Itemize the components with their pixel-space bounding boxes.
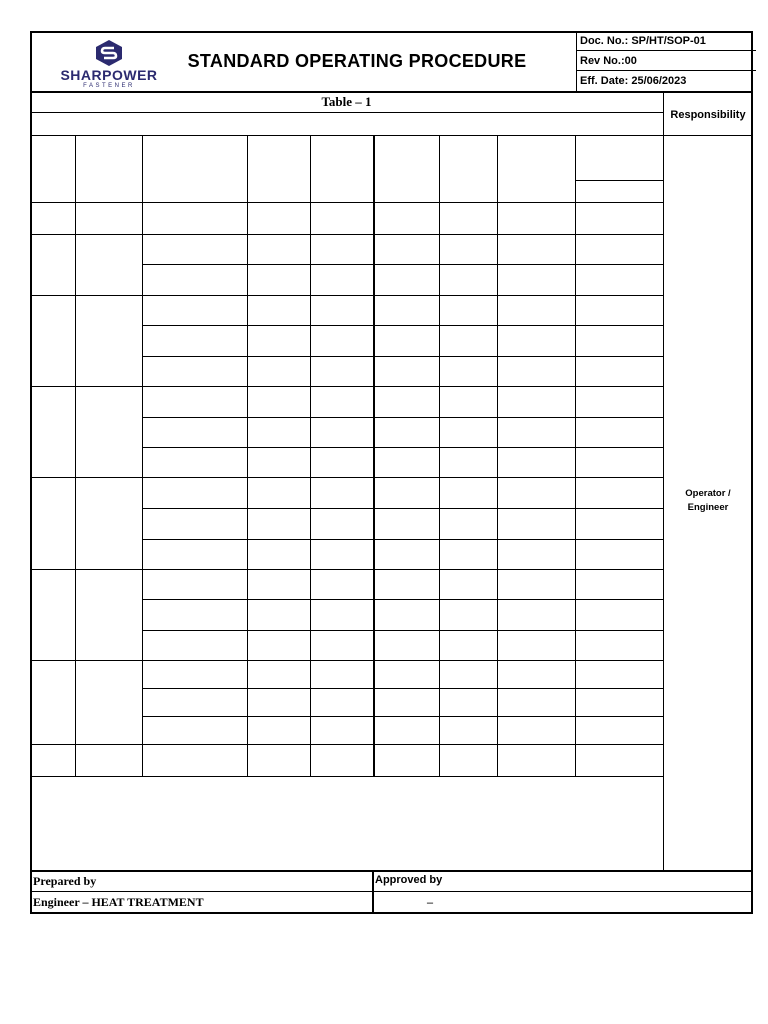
- table-row-line: [30, 776, 663, 777]
- table-row-line: [30, 569, 663, 570]
- table-row-line: [30, 295, 663, 296]
- doc-number: Doc. No.: SP/HT/SOP-01: [577, 31, 756, 51]
- logo-hexagon-icon: [94, 39, 124, 67]
- outer-bottom-border: [30, 912, 753, 914]
- outer-left-border: [30, 91, 32, 914]
- company-logo: [54, 39, 164, 91]
- document-info-box: [576, 31, 756, 93]
- prepared-by-label: Prepared by: [33, 874, 97, 888]
- document-title: STANDARD OPERATING PROCEDURE: [187, 51, 527, 71]
- table-subrow-line: [142, 716, 663, 717]
- footer-divider: [372, 870, 374, 914]
- table-column-line: [142, 135, 143, 776]
- table-subrow-line: [142, 688, 663, 689]
- brand-name: SHARPOWER: [60, 67, 158, 83]
- table-row-line: [30, 477, 663, 478]
- table-subrow-line: [142, 325, 663, 326]
- caption-divider: [30, 112, 663, 113]
- table-subrow-line: [142, 264, 663, 265]
- approved-by-label: Approved by: [375, 874, 443, 886]
- sop-page: [30, 31, 753, 914]
- responsibility-line-1: Operator /: [685, 488, 731, 499]
- table-subrow-line: [142, 417, 663, 418]
- approved-by-value: –: [427, 895, 433, 909]
- responsibility-divider: [663, 135, 753, 136]
- table-row-line: [30, 660, 663, 661]
- responsibility-column-border: [663, 91, 664, 870]
- table-row-line: [30, 386, 663, 387]
- table-column-line: [575, 135, 576, 776]
- table-subrow-line: [142, 356, 663, 357]
- table-column-line: [373, 135, 375, 776]
- table-subrow-line: [142, 447, 663, 448]
- effective-date: Eff. Date: 25/06/2023: [580, 75, 687, 87]
- header-subcell-line: [575, 180, 663, 181]
- table-caption: Table – 1: [321, 94, 372, 109]
- table-subrow-line: [142, 630, 663, 631]
- subheader-divider: [30, 135, 663, 136]
- table-subrow-line: [142, 508, 663, 509]
- responsibility-value: [663, 487, 753, 515]
- outer-right-border: [751, 91, 753, 914]
- table-column-line: [247, 135, 248, 776]
- table-column-line: [439, 135, 440, 776]
- table-column-line: [497, 135, 498, 776]
- table-row-line: [30, 234, 663, 235]
- prepared-by-value: Engineer – HEAT TREATMENT: [33, 895, 204, 909]
- brand-subtitle: FASTENER: [83, 83, 135, 89]
- responsibility-header: Responsibility: [670, 109, 746, 121]
- document-header: [30, 31, 753, 93]
- table-row-line: [30, 744, 663, 745]
- table-column-line: [75, 135, 76, 776]
- table-column-line: [310, 135, 311, 776]
- table-subrow-line: [142, 599, 663, 600]
- responsibility-line-2: Engineer: [687, 502, 729, 513]
- table-subrow-line: [142, 539, 663, 540]
- revision-number: Rev No.:00: [577, 51, 756, 71]
- table-row-line: [30, 202, 663, 203]
